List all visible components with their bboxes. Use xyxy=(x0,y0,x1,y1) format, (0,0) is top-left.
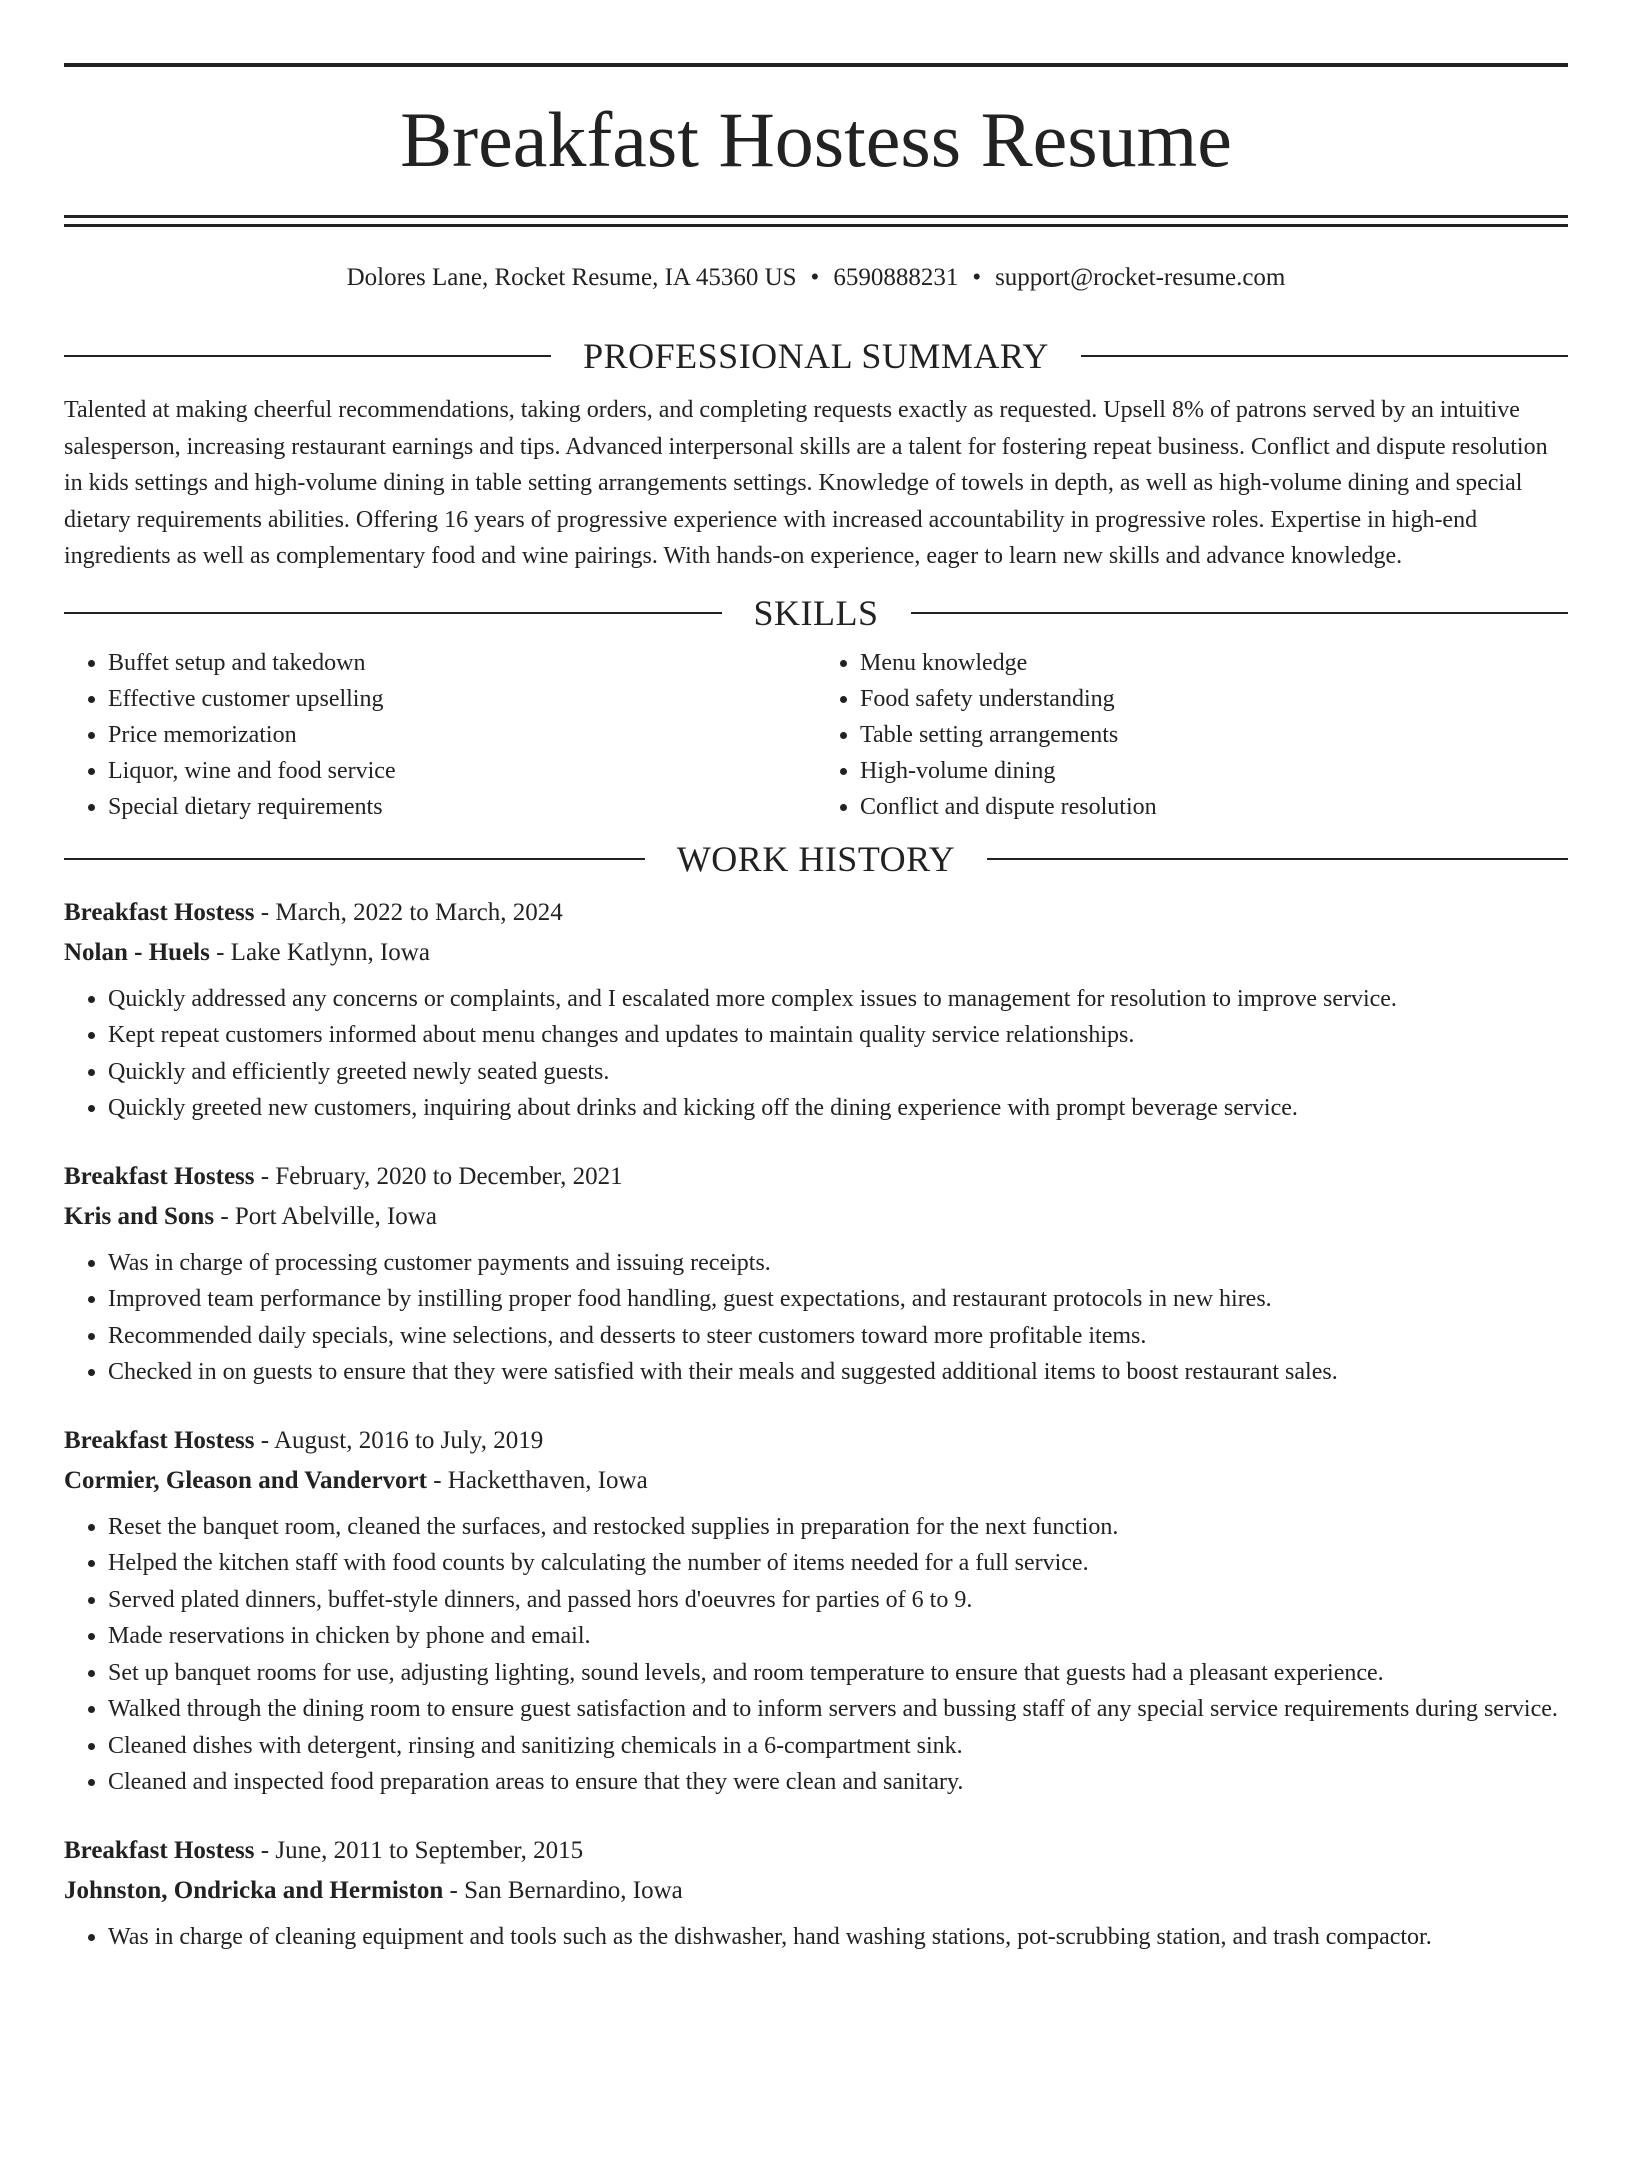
job-dates: - August, 2016 to July, 2019 xyxy=(254,1426,544,1454)
section-rule xyxy=(64,612,722,614)
skill-item: • Buffet setup and takedown xyxy=(108,645,816,681)
job-bullets xyxy=(64,1245,1568,1391)
section-header-summary xyxy=(64,336,1568,376)
job-title-line xyxy=(64,1421,1568,1461)
contact-line xyxy=(64,263,1568,293)
job-dates: - February, 2020 to December, 2021 xyxy=(254,1162,623,1190)
skill-item: • Conflict and dispute resolution xyxy=(860,789,1568,825)
job-bullet: • Quickly addressed any concerns or complaints, and I escalated more complex issues to management for resolution to improve service. xyxy=(108,981,1568,1018)
section-header-skills xyxy=(64,593,1568,633)
contact-phone: 6590888231 xyxy=(833,264,959,291)
skills-list xyxy=(64,645,1568,825)
summary-paragraph: Talented at making cheerful recommendations, taking orders, and completing requests exactly as requested. Upsell 8% of patrons served by an intuitive salesperson, increasing restaurant earnings and tips. Advanced interpersonal skills are a talent for fostering repeat business. Conflict and dispute resolution in kids settings and high-volume dining in table setting arrangements settings. Knowledge of towels in depth, as well as high-volume dining and special dietary requirements abilities. Offering 16 years of progressive experience with increased accountability in progressive roles. Expertise in high-end ingredients as well as complementary food and wine pairings. With hands-on experience, eager to learn new skills and advance knowledge. xyxy=(64,397,1548,569)
skill-item: • Liquor, wine and food service xyxy=(108,753,816,789)
section-rule xyxy=(64,858,645,860)
section-rule xyxy=(1081,355,1568,357)
job-dates: - June, 2011 to September, 2015 xyxy=(254,1836,584,1864)
section-title-skills: SKILLS xyxy=(753,592,879,633)
job-title: Breakfast Hostess xyxy=(64,1162,255,1190)
job-bullet: • Checked in on guests to ensure that they were satisfied with their meals and suggested additional items to boost restaurant sales. xyxy=(108,1354,1568,1391)
job-bullets xyxy=(64,981,1568,1127)
job-title-line xyxy=(64,1831,1568,1871)
job-company-line xyxy=(64,1197,1568,1237)
section-title-summary: PROFESSIONAL SUMMARY xyxy=(583,336,1049,376)
contact-address: Dolores Lane, Rocket Resume, IA 45360 US xyxy=(346,264,797,291)
section-title-work: WORK HISTORY xyxy=(676,838,956,879)
job-bullet: • Was in charge of cleaning equipment and tools such as the dishwasher, hand washing stations, pot-scrubbing station, and trash compactor. xyxy=(108,1919,1568,1956)
skills-column-right xyxy=(816,645,1568,825)
job-entry xyxy=(64,893,1568,1127)
section-rule xyxy=(987,858,1568,860)
job-company: Kris and Sons xyxy=(64,1202,215,1230)
job-bullets xyxy=(64,1509,1568,1801)
skill-item: • Food safety understanding xyxy=(860,681,1568,717)
job-title-line xyxy=(64,1157,1568,1197)
skill-item: • Menu knowledge xyxy=(860,645,1568,681)
skill-item: • Special dietary requirements xyxy=(108,789,816,825)
job-entry xyxy=(64,1421,1568,1801)
skill-item: • Table setting arrangements xyxy=(860,717,1568,753)
job-bullet: • Was in charge of processing customer payments and issuing receipts. xyxy=(108,1245,1568,1282)
job-company: Cormier, Gleason and Vandervort xyxy=(64,1466,427,1494)
job-company-line xyxy=(64,1871,1568,1911)
job-title: Breakfast Hostess xyxy=(64,1426,255,1454)
skill-item: • Effective customer upselling xyxy=(108,681,816,717)
job-location: - Lake Katlynn, Iowa xyxy=(209,938,430,966)
job-location: - Hacketthaven, Iowa xyxy=(426,1466,648,1494)
job-bullet: • Quickly and efficiently greeted newly seated guests. xyxy=(108,1054,1568,1091)
job-title-line xyxy=(64,893,1568,933)
section-header-work xyxy=(64,839,1568,879)
job-entry xyxy=(64,1831,1568,1956)
skills-column-left xyxy=(64,645,816,825)
job-location: - San Bernardino, Iowa xyxy=(443,1876,683,1904)
job-title: Breakfast Hostess xyxy=(64,1836,255,1864)
resume-page xyxy=(0,63,1632,2175)
job-bullet: • Served plated dinners, buffet-style dinners, and passed hors d'oeuvres for parties of 6 to 9. xyxy=(108,1582,1568,1619)
contact-email: support@rocket-resume.com xyxy=(995,264,1286,291)
job-bullet: • Improved team performance by instilling proper food handling, guest expectations, and restaurant protocols in new hires. xyxy=(108,1281,1568,1318)
job-bullet: • Quickly greeted new customers, inquiring about drinks and kicking off the dining experience with prompt beverage service. xyxy=(108,1090,1568,1127)
job-dates: - March, 2022 to March, 2024 xyxy=(254,898,563,926)
section-rule xyxy=(64,355,551,357)
job-bullet: • Reset the banquet room, cleaned the surfaces, and restocked supplies in preparation for the next function. xyxy=(108,1509,1568,1546)
job-title: Breakfast Hostess xyxy=(64,898,255,926)
job-entry xyxy=(64,1157,1568,1391)
job-bullet: • Cleaned and inspected food preparation areas to ensure that they were clean and sanitary. xyxy=(108,1764,1568,1801)
job-company-line xyxy=(64,933,1568,973)
job-bullet: • Helped the kitchen staff with food counts by calculating the number of items needed for a full service. xyxy=(108,1545,1568,1582)
page-title: Breakfast Hostess Resume xyxy=(400,96,1232,183)
section-rule xyxy=(911,612,1569,614)
contact-separator: • xyxy=(972,264,982,291)
job-location: - Port Abelville, Iowa xyxy=(214,1202,437,1230)
job-bullets xyxy=(64,1919,1568,1956)
job-bullet: • Made reservations in chicken by phone and email. xyxy=(108,1618,1568,1655)
job-company-line xyxy=(64,1461,1568,1501)
job-bullet: • Walked through the dining room to ensure guest satisfaction and to inform servers and bussing staff of any special service requirements during service. xyxy=(108,1691,1568,1728)
job-bullet: • Kept repeat customers informed about menu changes and updates to maintain quality service relationships. xyxy=(108,1017,1568,1054)
job-company: Nolan - Huels xyxy=(64,938,210,966)
skill-item: • High-volume dining xyxy=(860,753,1568,789)
job-bullet: • Recommended daily specials, wine selections, and desserts to steer customers toward more profitable items. xyxy=(108,1318,1568,1355)
job-bullet: • Set up banquet rooms for use, adjusting lighting, sound levels, and room temperature to ensure that guests had a pleasant experience. xyxy=(108,1655,1568,1692)
contact-separator: • xyxy=(810,264,820,291)
job-bullet: • Cleaned dishes with detergent, rinsing and sanitizing chemicals in a 6-compartment sink. xyxy=(108,1728,1568,1765)
title-double-rule xyxy=(64,215,1568,227)
skill-item: • Price memorization xyxy=(108,717,816,753)
top-rule xyxy=(64,63,1568,67)
job-company: Johnston, Ondricka and Hermiston xyxy=(64,1876,444,1904)
